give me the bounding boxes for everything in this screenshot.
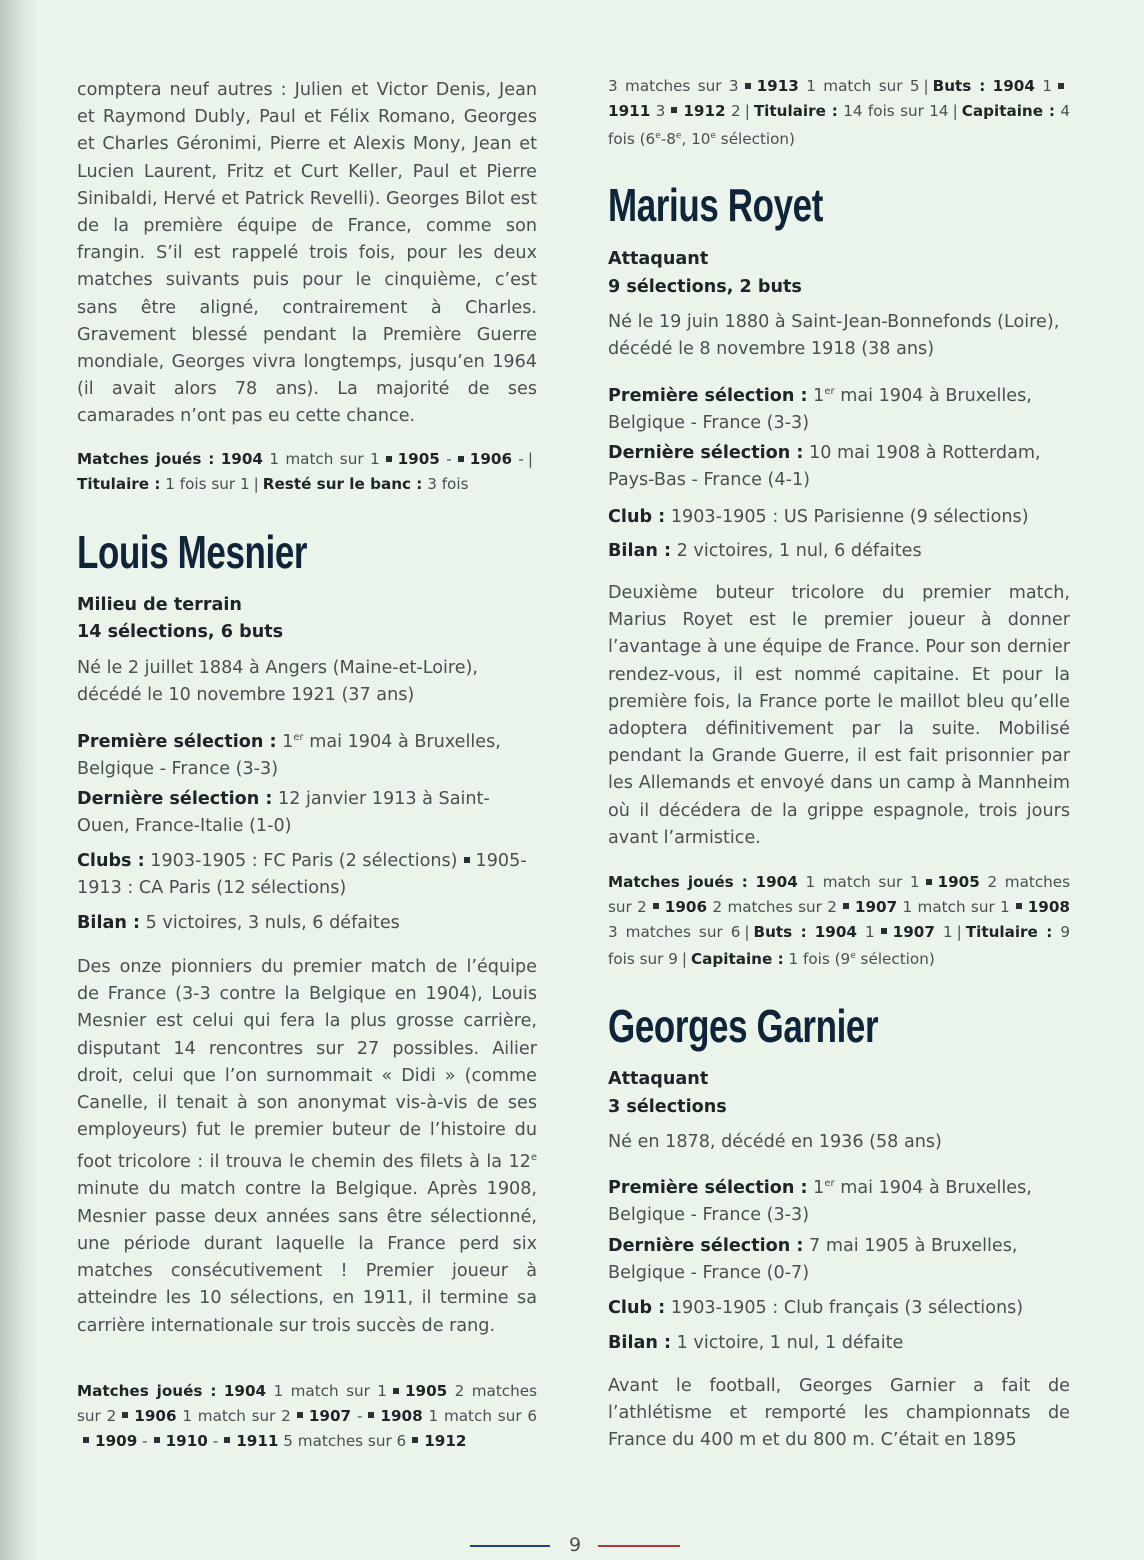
bilot-stats: Matches joués : 1904 1 match sur 1 1905 - 1906 - |Titulaire : 1 fois sur 1 | Resté sur le banc : 3 fois — [77, 450, 534, 493]
mesnier-biography: Des onze pionniers du premier match de l’équipe de France (3-3 contre la Belgique en 1904), Louis Mesnier est celui qui fera la plus grosse carrière, disputant 14 rencontres sur 27 possibles. Ailier droit, celui que l’on surnommait « Didi » (comme Canelle, il tenait à son anonymat vis-à-vis de ses employeurs) fut le premier buteur de l’histoire du foot tricolore : il trouva le chemin des filets à la 12e minute du match contre la Belgique. Après 1908, Mesnier passe deux années sans être sélectionné, une période durant laquelle la France perd six matches consécutivement ! Premier joueur à atteindre les 10 sélections, en 1911, il termine sa carrière internationale sur trois succès de rang. — [77, 957, 537, 1336]
royet-stats: Matches joués : 1904 1 match sur 1 1905 2 matches sur 2 1906 2 matches sur 2 1907 1 match sur 1 1908 3 matches sur 6 | Buts : 1904 1 1907 1 | Titulaire : 9 fois sur 9 | Capitaine : 1 fois (9e sélection) — [608, 873, 1071, 969]
garnier-last-selection: Dernière sélection : 7 mai 1905 à Bruxelles, Belgique - France (0-7) — [608, 1236, 1018, 1284]
mesnier-last-selection: Dernière sélection : 12 janvier 1913 à Saint-Ouen, France-Italie (1-0) — [77, 789, 490, 837]
page-spine-shadow — [0, 0, 40, 1560]
royet-bilan: Bilan : 2 victoires, 1 nul, 6 défaites — [608, 541, 922, 561]
footer-rule-blue — [470, 1545, 550, 1547]
royet-born: Né le 19 juin 1880 à Saint-Jean-Bonnefonds (Loire), décédé le 8 novembre 1918 (38 ans) — [608, 312, 1060, 360]
bilot-intro-paragraph: comptera neuf autres : Julien et Victor Denis, Jean et Raymond Dubly, Paul et Félix Romano, Georges et Charles Géronimi, Pierre et Alexis Mony, Jean et Lucien Laurent, Fritz et Curt Keller, Paul et Pierre Sinibaldi, Hervé et Patrick Revelli). Georges Bilot est de la première équipe de France, comme son frangin. S’il est rappelé trois fois, pour les deux matches suivants puis pour le cinquième, c’est sans être aligné, contrairement à Charles. Gravement blessé pendant la Première Guerre mondiale, Georges vivra longtemps, jusqu’en 1964 (il avait alors 78 ans). La majorité de ses camarades n’ont pas eu cette chance. — [77, 80, 537, 427]
mesnier-stats-continued: 3 matches sur 3 1913 1 match sur 5 | Buts : 1904 11911 3 1912 2 | Titulaire : 14 fois sur 14 | Capitaine : 4 fois (6e-8e, 10e sélection) — [608, 77, 1071, 148]
garnier-biography: Avant le football, Georges Garnier a fait de l’athlétisme et remporté les championnats de France du 400 m et du 800 m. C’était en 1895 — [608, 1376, 1070, 1451]
page-footer — [470, 1530, 680, 1560]
mesnier-first-selection: Première sélection : 1er mai 1904 à Bruxelles, Belgique - France (3-3) — [77, 731, 501, 780]
royet-last-selection: Dernière sélection : 10 mai 1908 à Rotterdam, Pays-Bas - France (4-1) — [608, 443, 1041, 491]
garnier-born: Né en 1878, décédé en 1936 (58 ans) — [608, 1132, 942, 1152]
garnier-position: Attaquant — [608, 1069, 709, 1089]
player-name-mesnier: Louis Mesnier — [77, 526, 308, 578]
garnier-selections: 3 sélections — [608, 1097, 727, 1117]
player-name-garnier: Georges Garnier — [608, 1000, 879, 1052]
mesnier-clubs: Clubs : 1903-1905 : FC Paris (2 sélections) 1905-1913 : CA Paris (12 sélections) — [77, 851, 527, 899]
mesnier-selections: 14 sélections, 6 buts — [77, 622, 284, 642]
royet-selections: 9 sélections, 2 buts — [608, 277, 802, 297]
mesnier-born: Né le 2 juillet 1884 à Angers (Maine-et-Loire), décédé le 10 novembre 1921 (37 ans) — [77, 658, 478, 706]
royet-first-selection: Première sélection : 1er mai 1904 à Bruxelles, Belgique - France (3-3) — [608, 385, 1032, 434]
royet-biography: Deuxième buteur tricolore du premier match, Marius Royet est le premier joueur à donner l’avantage à une équipe de France. Pour son dernier rendez-vous, il est nommé capitaine. Et pour la première fois, la France porte le maillot bleu qu’elle adoptera définitivement par la suite. Mobilisé pendant la Grande Guerre, il est fait prisonnier par les Allemands et envoyé dans un camp à Mannheim où il décédera de la grippe espagnole, trois jours avant l’armistice. — [608, 583, 1070, 848]
mesnier-stats: Matches joués : 1904 1 match sur 1 1905 2 matches sur 2 1906 1 match sur 2 1907 - 1908 1 match sur 61909 - 1910 - 1911 5 matches sur 6 1912 — [77, 1382, 538, 1450]
royet-club: Club : 1903-1905 : US Parisienne (9 sélections) — [608, 507, 1029, 527]
garnier-first-selection: Première sélection : 1er mai 1904 à Bruxelles, Belgique - France (3-3) — [608, 1177, 1032, 1226]
mesnier-position: Milieu de terrain — [77, 595, 242, 615]
garnier-bilan: Bilan : 1 victoire, 1 nul, 1 défaite — [608, 1333, 904, 1353]
footer-rule-red — [598, 1545, 680, 1547]
garnier-club: Club : 1903-1905 : Club français (3 sélections) — [608, 1298, 1024, 1318]
royet-position: Attaquant — [608, 249, 709, 269]
player-name-royet: Marius Royet — [608, 179, 823, 231]
mesnier-bilan: Bilan : 5 victoires, 3 nuls, 6 défaites — [77, 913, 400, 933]
page-number: 9 — [568, 1534, 582, 1556]
